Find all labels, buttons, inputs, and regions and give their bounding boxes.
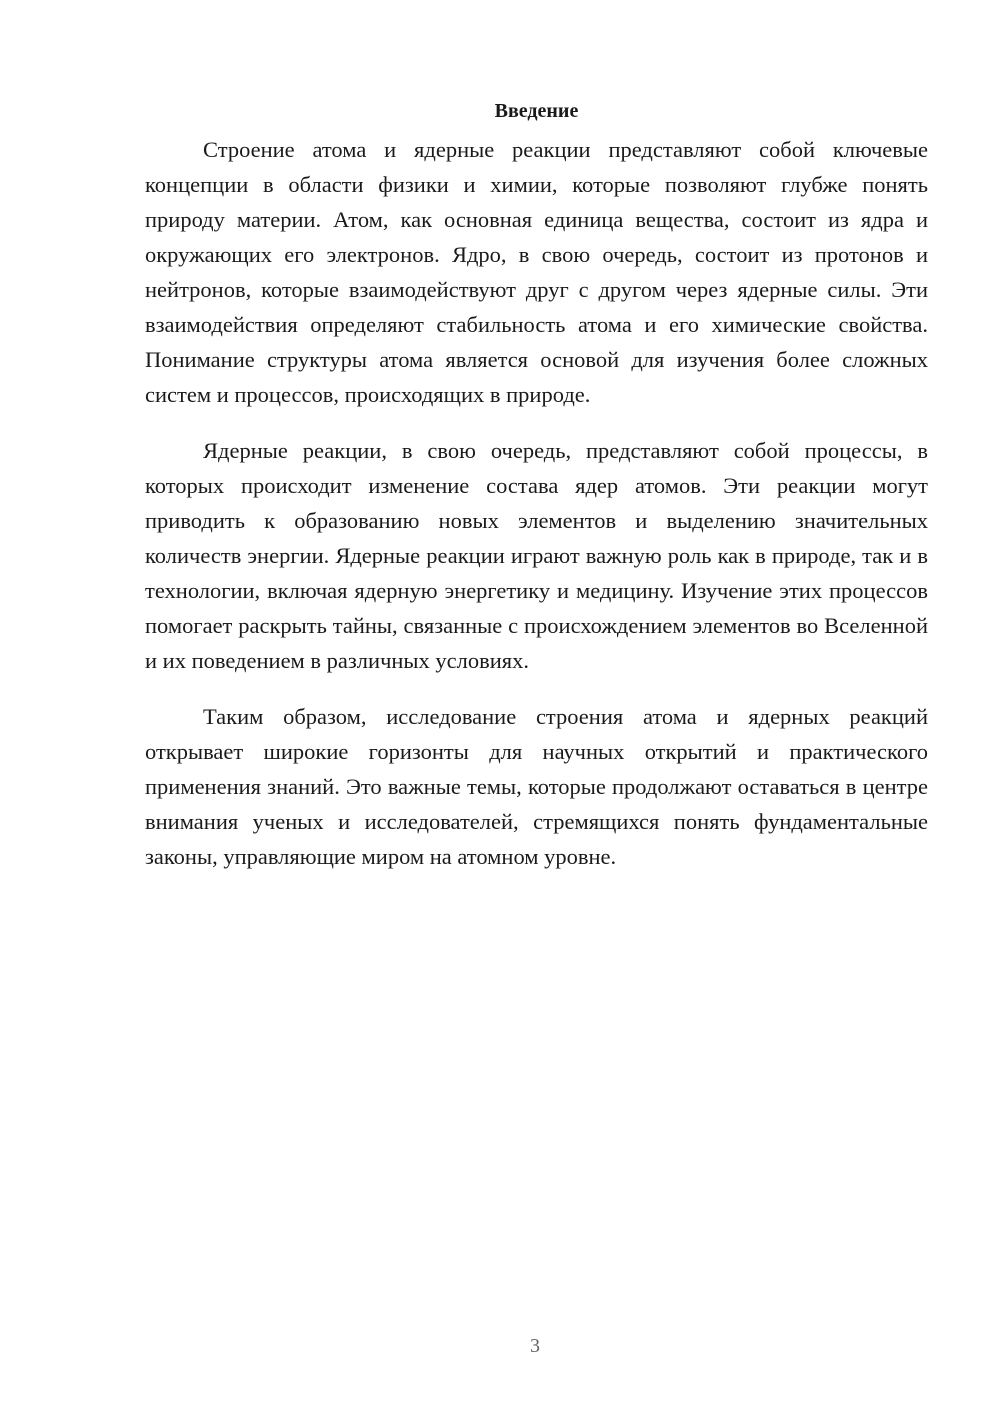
page-number: 3 xyxy=(530,1335,540,1357)
paragraph-3: Таким образом, исследование строения атома и ядерных реакций открывает широкие горизонты для научных открытий и практического применения знаний. Это важные темы, которые продолжают оставаться в центре внимания ученых и исследователей, стремящихся понять фундаментальные законы, управляющие миром на атомном уровне. xyxy=(145,704,928,869)
paragraph-2: Ядерные реакции, в свою очередь, представляют собой процессы, в которых происходит изменение состава ядер атомов. Эти реакции могут приводить к образованию новых элементов и выделению значительных количеств энергии. Ядерные реакции играют важную роль как в природе, так и в технологии, включая ядерную энергетику и медицину. Изучение этих процессов помогает раскрыть тайны, связанные с происхождением элементов во Вселенной и их поведением в различных условиях. xyxy=(145,438,928,673)
paragraph-1: Строение атома и ядерные реакции представляют собой ключевые концепции в области физики и химии, которые позволяют глубже понять природу материи. Атом, как основная единица вещества, состоит из ядра и окружающих его электронов. Ядро, в свою очередь, состоит из протонов и нейтронов, которые взаимодействуют друг с другом через ядерные силы. Эти взаимодействия определяют стабильность атома и его химические свойства. Понимание структуры атома является основой для изучения более сложных систем и процессов, происходящих в природе. xyxy=(145,137,928,407)
section-heading: Введение xyxy=(494,100,579,122)
page-content xyxy=(145,96,928,895)
